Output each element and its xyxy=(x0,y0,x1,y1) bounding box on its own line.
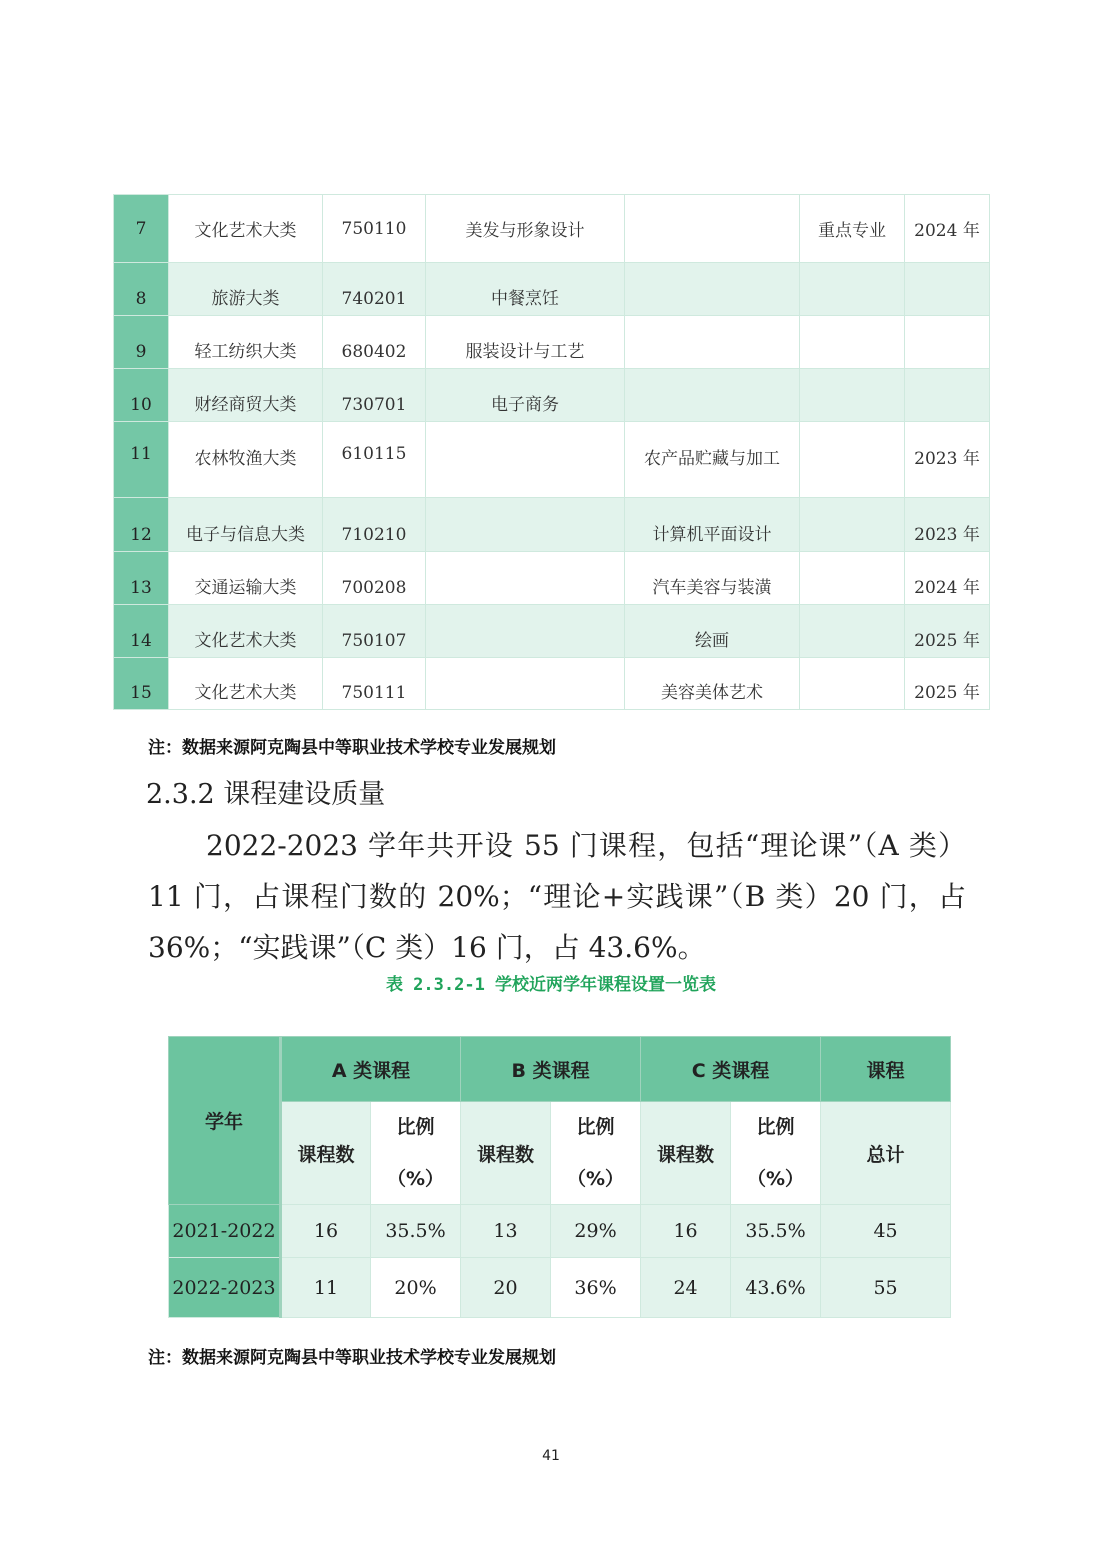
new-major-cell: 汽车美容与装潢 xyxy=(625,552,800,605)
ratio-label: 比例 xyxy=(396,1116,435,1138)
year-cell: 2024 年 xyxy=(905,552,990,605)
major-cell xyxy=(426,605,625,658)
b-ratio-cell: 29% xyxy=(551,1205,641,1258)
major-cell: 服装设计与工艺 xyxy=(426,316,625,369)
table-row xyxy=(114,605,990,658)
total-subheader: 总计 xyxy=(821,1102,951,1205)
category-cell: 旅游大类 xyxy=(169,263,323,316)
major-cell: 中餐烹饪 xyxy=(426,263,625,316)
b-ratio-cell: 36% xyxy=(551,1258,641,1318)
year-header: 学年 xyxy=(169,1037,281,1205)
c-count-cell: 24 xyxy=(641,1258,731,1318)
code-cell: 750111 xyxy=(323,658,426,710)
source-note: 注：数据来源阿克陶县中等职业技术学校专业发展规划 xyxy=(148,738,556,758)
new-major-cell xyxy=(625,316,800,369)
b-count-header: 课程数 xyxy=(461,1102,551,1205)
header-row xyxy=(169,1037,951,1102)
table-row xyxy=(114,422,990,498)
year-cell: 2025 年 xyxy=(905,658,990,710)
ratio-unit: （%） xyxy=(567,1168,625,1190)
a-count-header: 课程数 xyxy=(281,1102,371,1205)
c-count-cell: 16 xyxy=(641,1205,731,1258)
c-ratio-cell: 43.6% xyxy=(731,1258,821,1318)
year-cell: 2022-2023 xyxy=(169,1258,281,1318)
row-number: 15 xyxy=(114,658,169,710)
type-cell xyxy=(800,605,905,658)
row-number: 10 xyxy=(114,369,169,422)
major-cell xyxy=(426,658,625,710)
ratio-label: 比例 xyxy=(756,1116,795,1138)
new-major-cell xyxy=(625,263,800,316)
year-cell xyxy=(905,316,990,369)
b-class-header: B 类课程 xyxy=(461,1037,641,1102)
year-cell: 2025 年 xyxy=(905,605,990,658)
table-row xyxy=(114,369,990,422)
type-cell xyxy=(800,658,905,710)
major-cell xyxy=(426,422,625,498)
code-cell: 700208 xyxy=(323,552,426,605)
type-cell: 重点专业 xyxy=(800,195,905,263)
table-row xyxy=(114,195,990,263)
code-cell: 610115 xyxy=(323,422,426,498)
major-cell: 美发与形象设计 xyxy=(426,195,625,263)
a-count-cell: 16 xyxy=(281,1205,371,1258)
type-cell xyxy=(800,422,905,498)
b-count-cell: 20 xyxy=(461,1258,551,1318)
category-cell: 文化艺术大类 xyxy=(169,195,323,263)
type-cell xyxy=(800,552,905,605)
type-cell xyxy=(800,498,905,552)
code-cell: 680402 xyxy=(323,316,426,369)
table-row xyxy=(114,263,990,316)
table-row xyxy=(169,1205,951,1258)
year-cell xyxy=(905,369,990,422)
table-row xyxy=(114,498,990,552)
source-note: 注：数据来源阿克陶县中等职业技术学校专业发展规划 xyxy=(148,1348,556,1368)
type-cell xyxy=(800,316,905,369)
code-cell: 730701 xyxy=(323,369,426,422)
year-cell: 2023 年 xyxy=(905,498,990,552)
code-cell: 740201 xyxy=(323,263,426,316)
a-count-cell: 11 xyxy=(281,1258,371,1318)
b-ratio-header xyxy=(551,1102,641,1205)
row-number: 11 xyxy=(114,422,169,498)
major-cell: 电子商务 xyxy=(426,369,625,422)
majors-table xyxy=(113,194,990,710)
category-cell: 财经商贸大类 xyxy=(169,369,323,422)
body-paragraph: 2022-2023 学年共开设 55 门课程，包括“理论课”（A 类） 11 门，占课程门数的 20%；“理论+实践课”（B 类）20 门，占 36%；“实践课”（C 类）16 门，占 43.6%。 xyxy=(148,829,966,964)
new-major-cell: 绘画 xyxy=(625,605,800,658)
a-ratio-cell: 35.5% xyxy=(371,1205,461,1258)
c-count-header: 课程数 xyxy=(641,1102,731,1205)
row-number: 7 xyxy=(114,195,169,263)
year-cell: 2024 年 xyxy=(905,195,990,263)
total-cell: 45 xyxy=(821,1205,951,1258)
ratio-unit: （%） xyxy=(386,1168,445,1190)
total-header: 课程 xyxy=(821,1037,951,1102)
a-class-header: A 类课程 xyxy=(281,1037,461,1102)
year-cell xyxy=(905,263,990,316)
row-number: 8 xyxy=(114,263,169,316)
new-major-cell xyxy=(625,369,800,422)
table-row xyxy=(114,552,990,605)
type-cell xyxy=(800,263,905,316)
a-ratio-header xyxy=(371,1102,461,1205)
code-cell: 750107 xyxy=(323,605,426,658)
category-cell: 文化艺术大类 xyxy=(169,658,323,710)
c-class-header: C 类课程 xyxy=(641,1037,821,1102)
ratio-unit: （%） xyxy=(747,1168,805,1190)
table-row xyxy=(169,1258,951,1318)
category-cell: 文化艺术大类 xyxy=(169,605,323,658)
row-number: 9 xyxy=(114,316,169,369)
category-cell: 农林牧渔大类 xyxy=(169,422,323,498)
category-cell: 交通运输大类 xyxy=(169,552,323,605)
new-major-cell: 美容美体艺术 xyxy=(625,658,800,710)
page-number: 41 xyxy=(542,1448,560,1464)
c-ratio-header xyxy=(731,1102,821,1205)
new-major-cell: 计算机平面设计 xyxy=(625,498,800,552)
code-cell: 710210 xyxy=(323,498,426,552)
category-cell: 电子与信息大类 xyxy=(169,498,323,552)
row-number: 14 xyxy=(114,605,169,658)
subheader-row xyxy=(169,1102,951,1205)
major-cell xyxy=(426,498,625,552)
total-cell: 55 xyxy=(821,1258,951,1318)
category-cell: 轻工纺织大类 xyxy=(169,316,323,369)
code-cell: 750110 xyxy=(323,195,426,263)
courses-table xyxy=(168,1036,951,1318)
major-cell xyxy=(426,552,625,605)
section-heading: 2.3.2 课程建设质量 xyxy=(146,779,386,810)
table-row xyxy=(114,658,990,710)
row-number: 13 xyxy=(114,552,169,605)
table-row xyxy=(114,316,990,369)
b-count-cell: 13 xyxy=(461,1205,551,1258)
ratio-label: 比例 xyxy=(576,1116,615,1138)
year-cell: 2023 年 xyxy=(905,422,990,498)
row-number: 12 xyxy=(114,498,169,552)
new-major-cell: 农产品贮藏与加工 xyxy=(625,422,800,498)
c-ratio-cell: 35.5% xyxy=(731,1205,821,1258)
a-ratio-cell: 20% xyxy=(371,1258,461,1318)
new-major-cell xyxy=(625,195,800,263)
type-cell xyxy=(800,369,905,422)
table-caption: 表 2.3.2-1 学校近两学年课程设置一览表 xyxy=(385,975,717,995)
year-cell: 2021-2022 xyxy=(169,1205,281,1258)
